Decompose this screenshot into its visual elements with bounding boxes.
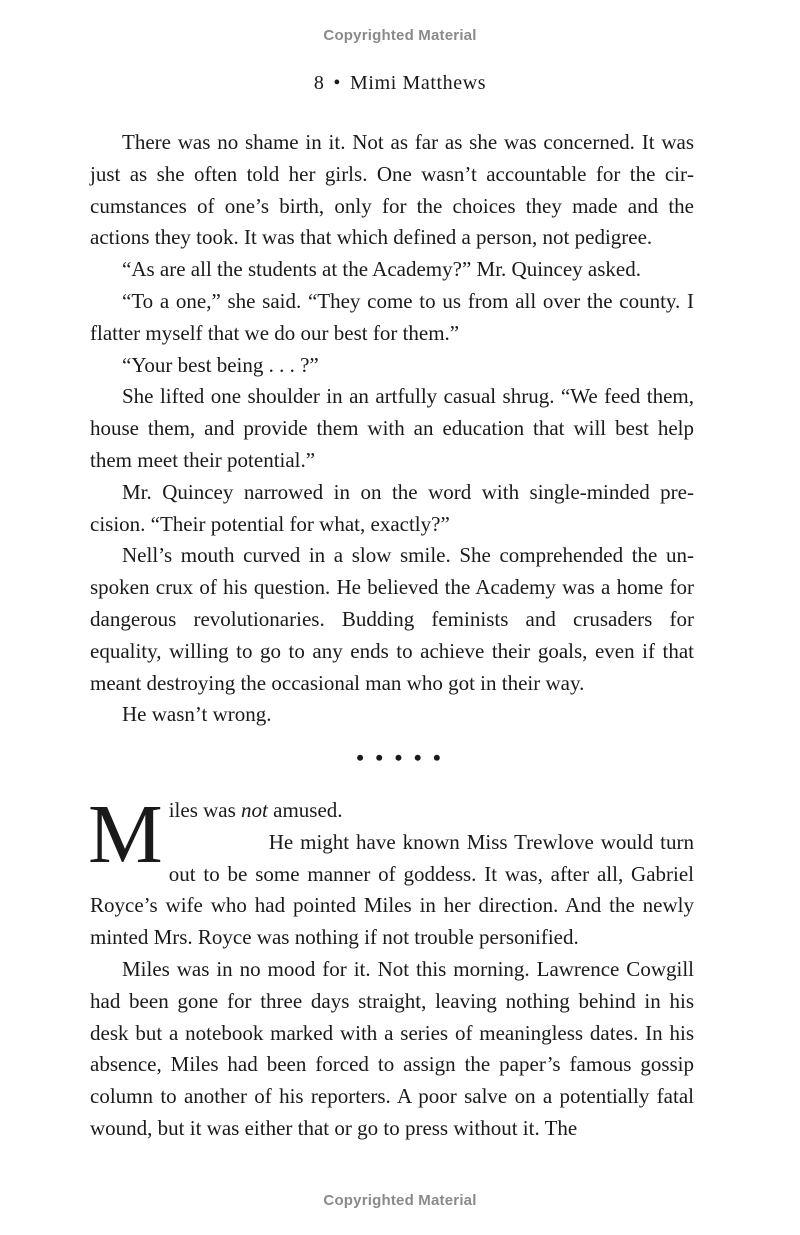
scene-break-ornament: • • • • •: [356, 745, 444, 770]
paragraph: “As are all the students at the Academy?” Mr. Quincey asked.: [122, 257, 641, 282]
paragraph: Mr. Quincey narrowed in on the word with single-minded precision. “Their potential for what, exactly?”: [90, 479, 694, 536]
paragraph: He might have known Miss Trewlove would turn out to be some manner of goddess. It was, after all, Gabriel Royce’s wife who had pointed Miles in her direction. And the newly minted Mrs. Royce was nothing if not trouble personified.: [90, 829, 694, 950]
running-head-separator: •: [333, 72, 342, 94]
chapter-opening-paragraph: [88, 788, 694, 881]
opening-text-end: amused.: [267, 798, 343, 822]
paragraph: There was no shame in it. Not as far as she was concerned. It was just as she often told her girls. One wasn’t accountable for the circumstances of one’s birth, only for the choices they made and the actions they took. It was that which defined a person, not pedigree.: [90, 130, 694, 250]
author-name: Mimi Matthews: [350, 72, 487, 94]
copyright-watermark-top: Copyrighted Material: [323, 27, 477, 44]
page-number: 8: [313, 72, 325, 94]
paragraph: Nell’s mouth curved in a slow smile. She comprehended the unspoken crux of his question. He believed the Academy was a home for dangerous revolutionaries. Budding feminists and crusaders for equality, willing to go to any ends to achieve their goals, even if that meant destroying the occasional man who got in their way.: [90, 543, 694, 695]
paragraph: Miles was in no mood for it. Not this morning. Lawrence Cowgill had been gone for three days straight, leaving nothing behind in his desk but a notebook marked with a series of meaningless dates. In his absence, Miles had been forced to assign the paper’s famous gossip column to another of his reporters. A poor salve on a potentially fatal wound, but it was either that or go to press without it. The: [90, 956, 694, 1140]
body-text-section-2: [88, 788, 694, 1145]
paragraph: He wasn’t wrong.: [122, 702, 272, 727]
copyright-watermark-bottom: Copyrighted Material: [323, 1192, 477, 1209]
body-text-section-1: [90, 127, 694, 731]
paragraph: She lifted one shoulder in an artfully casual shrug. “We feed them, house them, and provide them with an education that will best help them meet their potential.”: [90, 384, 694, 472]
emphasis-text: not: [241, 798, 268, 822]
paragraph: “To a one,” she said. “They come to us from all over the county. I flatter myself that we do our best for them.”: [90, 288, 694, 345]
opening-text: iles was: [168, 798, 242, 822]
paragraph: “Your best being . . . ?”: [122, 352, 319, 377]
drop-cap: M: [88, 788, 163, 881]
running-head: [0, 72, 800, 95]
